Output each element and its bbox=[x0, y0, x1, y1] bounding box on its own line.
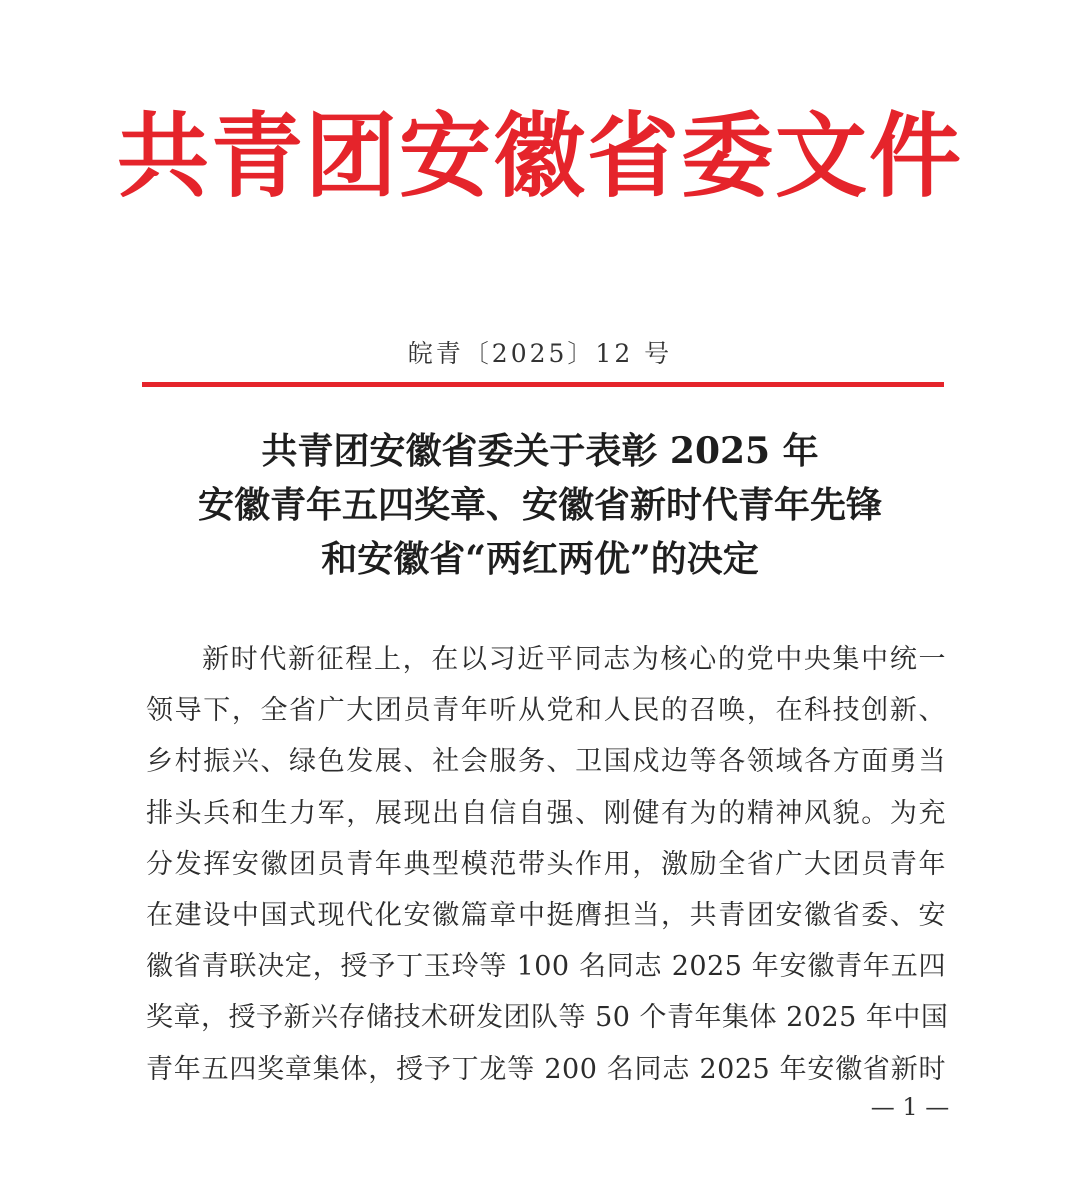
body-line: 乡村振兴、绿色发展、社会服务、卫国戍边等各领域各方面勇当 bbox=[146, 746, 946, 778]
title-line-1: 共青团安徽省委关于表彰 2025 年 bbox=[261, 430, 819, 472]
document-body bbox=[146, 634, 949, 1095]
document-number: 皖青〔2025〕12 号 bbox=[407, 339, 673, 368]
document-header-title: 共青团安徽省委文件 bbox=[116, 102, 963, 210]
body-line: 新时代新征程上，在以习近平同志为核心的党中央集中统一 bbox=[202, 644, 946, 675]
document-title bbox=[100, 424, 980, 586]
body-line: 奖章，授予新兴存储技术研发团队等 50 个青年集体 2025 年中国 bbox=[146, 1002, 949, 1034]
body-line: 分发挥安徽团员青年典型模范带头作用，激励全省广大团员青年 bbox=[146, 848, 946, 880]
red-divider-line bbox=[142, 382, 944, 387]
body-line: 青年五四奖章集体，授予丁龙等 200 名同志 2025 年安徽省新时 bbox=[146, 1053, 946, 1085]
body-line: 排头兵和生力军，展现出自信自强、刚健有为的精神风貌。为充 bbox=[146, 797, 946, 829]
body-line: 在建设中国式现代化安徽篇章中挺膺担当，共青团安徽省委、安 bbox=[146, 900, 946, 932]
body-line: 领导下，全省广大团员青年听从党和人民的召唤，在科技创新、 bbox=[146, 695, 946, 727]
page-number: — 1 — bbox=[870, 1093, 950, 1121]
title-line-2: 安徽青年五四奖章、安徽省新时代青年先锋 bbox=[197, 484, 882, 526]
body-line: 徽省青联决定，授予丁玉玲等 100 名同志 2025 年安徽青年五四 bbox=[146, 951, 946, 983]
title-line-3: 和安徽省“两红两优”的决定 bbox=[321, 538, 759, 580]
